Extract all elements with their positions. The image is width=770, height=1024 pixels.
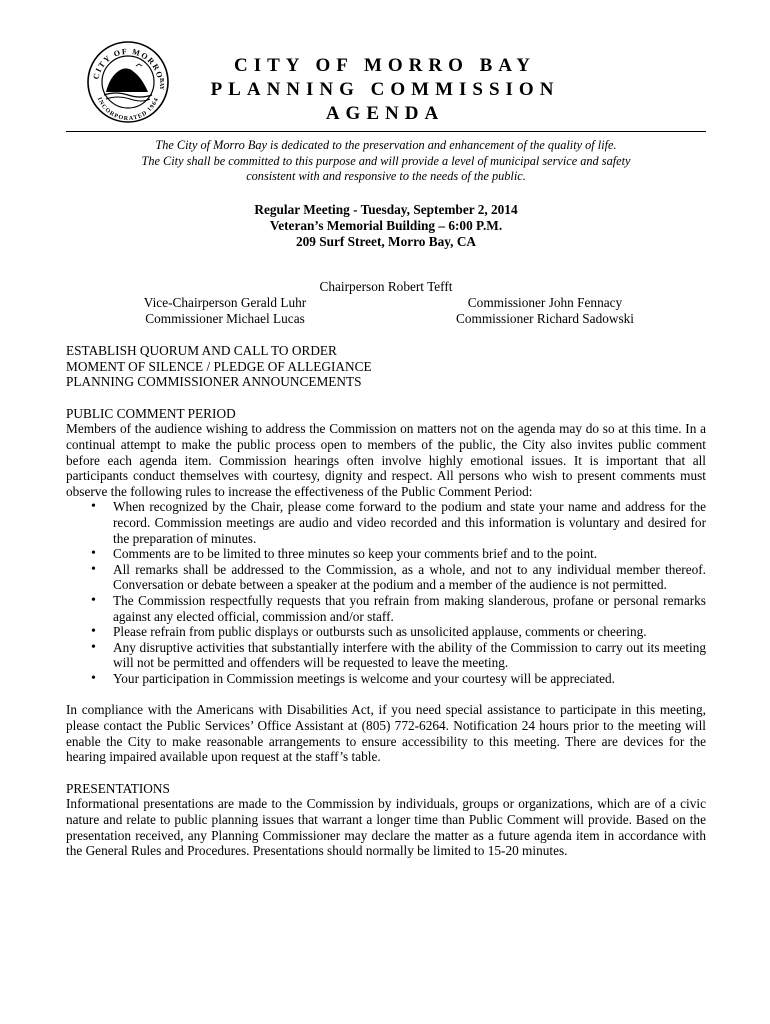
public-comment-heading: PUBLIC COMMENT PERIOD — [66, 405, 236, 421]
list-item: • The Commission respectfully requests that you refrain from making slanderous, profane or personal remarks against any elected official, commission and/or staff. — [113, 593, 706, 624]
list-item: • Your participation in Commission meetings is welcome and your courtesy will be appreciated. — [113, 671, 706, 687]
public-comment-body: Members of the audience wishing to address the Commission on matters not on the agenda may do so at this time. In a continual attempt to make the public process open to members of the public, the City also invites public comment before each agenda item. Commission hearings often involve highly emotional issues. It is important that all participants conduct themselves with courtesy, dignity and respect. All persons who wish to present comments must observe the following rules to increase the effectiveness of the Public Comment Period: — [66, 421, 706, 499]
commissioners-right — [384, 295, 706, 327]
meeting-date: Regular Meeting - Tuesday, September 2, 2014 — [254, 202, 518, 217]
list-item: • When recognized by the Chair, please come forward to the podium and state your name and address for the record. Commission meetings are audio and video recorded and this information is voluntary and desired for the preparation of minutes. — [113, 499, 706, 546]
seal-bottom-text: INCORPORATED 1964 — [95, 96, 161, 123]
seal-top-text: CITY OF MORRO — [91, 46, 165, 81]
ada-notice: In compliance with the Americans with Disabilities Act, if you need special assistance to participate in this meeting, please contact the Public Services’ Office Assistant at (805) 772-6264. Notification 24 hours prior to the meeting will enable the City to make reasonable arrangements to ensure accessibility to this meeting. There are devices for the hearing impaired available upon request at the staff’s table. — [66, 702, 706, 765]
agenda-item-quorum: ESTABLISH QUORUM AND CALL TO ORDER — [66, 343, 337, 358]
presentations-heading: PRESENTATIONS — [66, 780, 170, 796]
mission-line: The City shall be committed to this purpose and will provide a level of municipal service and safety — [141, 153, 631, 168]
commissioner: Commissioner Richard Sadowski — [455, 311, 635, 326]
seal-side-text: BAY — [158, 77, 164, 91]
agenda-body — [66, 343, 706, 859]
list-item: • Any disruptive activities that substantially interfere with the ability of the Commission to carry out its meeting will not be permitted and offenders will be requested to leave the meeting. — [113, 640, 706, 671]
document-title — [150, 54, 620, 126]
title-agenda: AGENDA — [325, 103, 445, 124]
list-item: • All remarks shall be addressed to the Commission, as a whole, and not to any individual member thereof. Conversation or debate between a speaker at the podium and a member of the audience is not permitted. — [113, 562, 706, 593]
header-divider — [66, 131, 706, 132]
vice-chairperson: Vice-Chairperson Gerald Luhr — [143, 295, 307, 310]
presentations-body: Informational presentations are made to the Commission by individuals, groups or organizations, which are of a civic nature and relate to public planning issues that warrant a longer time than Public Comment will provide. Based on the presentation received, any Planning Commissioner may declare the matter as a future agenda item in accordance with the General Rules and Procedures. Presentations should normally be limited to 15-20 minutes. — [66, 796, 706, 859]
commissioner: Commissioner Michael Lucas — [145, 311, 305, 326]
list-item: • Please refrain from public displays or outbursts such as unsolicited applause, comments or cheering. — [113, 624, 706, 640]
mission-statement — [66, 138, 706, 185]
agenda-item-announcements: PLANNING COMMISSIONER ANNOUNCEMENTS — [66, 374, 362, 390]
meeting-info — [66, 202, 706, 250]
meeting-venue-time: Veteran’s Memorial Building – 6:00 P.M. — [269, 218, 503, 233]
mission-line: consistent with and responsive to the needs of the public. — [246, 169, 526, 183]
agenda-item-pledge: MOMENT OF SILENCE / PLEDGE OF ALLEGIANCE — [66, 358, 372, 374]
commissioner: Commissioner John Fennacy — [467, 295, 623, 310]
title-commission: PLANNING COMMISSION — [210, 79, 560, 100]
meeting-address: 209 Surf Street, Morro Bay, CA — [295, 234, 477, 249]
mission-line: The City of Morro Bay is dedicated to the preservation and enhancement of the quality of life. — [155, 138, 617, 152]
commissioners-left — [66, 295, 384, 327]
list-item: • Comments are to be limited to three minutes so keep your comments brief and to the point. — [113, 546, 706, 562]
title-city: CITY OF MORRO BAY — [233, 55, 537, 76]
chairperson: Chairperson Robert Tefft — [319, 279, 453, 294]
public-comment-rules — [66, 499, 706, 686]
